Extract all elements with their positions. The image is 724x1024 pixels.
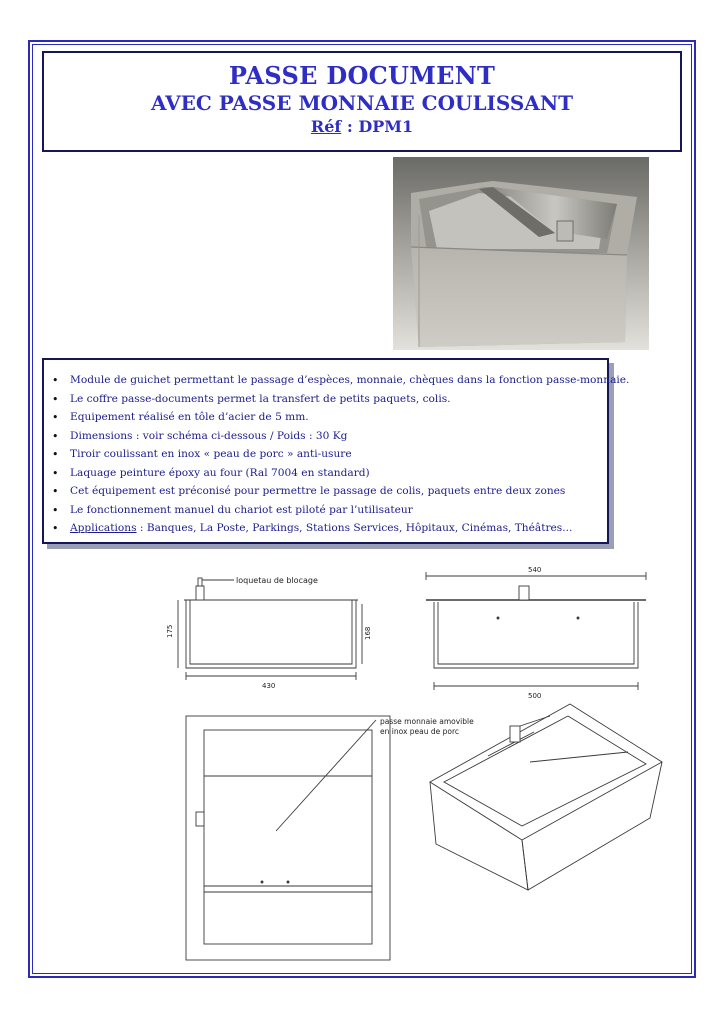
feature-text: Tiroir coulissant en inox « peau de porc » anti-usure <box>70 448 352 460</box>
lock-label: loquetau de blocage <box>236 576 318 585</box>
list-item <box>50 485 603 504</box>
bullet-icon: • <box>52 411 59 424</box>
bullet-icon: • <box>52 448 59 461</box>
title-box <box>42 51 682 152</box>
feature-text: Le fonctionnement manuel du chariot est piloté par l’utilisateur <box>70 503 413 516</box>
product-photo <box>393 157 649 350</box>
feature-text: Dimensions : voir schéma ci-dessous / Poids : 30 Kg <box>70 429 348 442</box>
applications-label: Applications <box>70 522 137 534</box>
reference-line <box>44 117 680 136</box>
features-list <box>50 374 630 541</box>
front-view <box>426 572 646 690</box>
tray-label-line1: passe monnaie amovible <box>380 717 474 726</box>
bullet-icon: • <box>52 503 59 517</box>
bullet-icon: • <box>52 522 59 535</box>
bullet-icon: • <box>52 374 59 387</box>
reference-label: Réf <box>310 117 342 136</box>
dimension-inner-height: 168 <box>364 626 372 640</box>
reference-value: : DPM1 <box>341 117 414 136</box>
dimension-bottom-width: 500 <box>528 692 542 700</box>
page-subtitle: AVEC PASSE MONNAIE COULISSANT <box>151 91 573 115</box>
isometric-view <box>430 704 662 890</box>
bullet-icon: • <box>52 429 59 443</box>
list-item <box>50 411 603 430</box>
dimension-height: 175 <box>166 624 174 638</box>
feature-text: Laquage peinture époxy au four (Ral 7004 en standard) <box>70 466 370 479</box>
dimension-depth: 430 <box>262 682 276 690</box>
list-item <box>50 504 603 523</box>
technical-drawing <box>158 556 683 970</box>
side-view <box>178 578 362 680</box>
list-item <box>50 522 603 541</box>
top-view <box>186 716 390 960</box>
page-title: PASSE DOCUMENT <box>228 61 496 90</box>
feature-text: Le coffre passe-documents permet la transfert de petits paquets, colis. <box>70 392 451 405</box>
tray-label-line2: en inox peau de porc <box>380 727 460 736</box>
list-item <box>50 374 630 393</box>
list-item <box>50 448 603 467</box>
features-box <box>42 358 630 544</box>
list-item <box>50 393 603 412</box>
feature-text: Cet équipement est préconisé pour permettre le passage de colis, paquets entre deux zones <box>70 485 566 497</box>
list-item <box>50 467 603 486</box>
applications-text: : Banques, La Poste, Parkings, Stations Services, Hôpitaux, Cinémas, Théâtres... <box>136 522 573 534</box>
list-item <box>50 430 603 449</box>
bullet-icon: • <box>52 485 59 498</box>
dimension-top-width: 540 <box>528 566 542 574</box>
feature-text: Module de guichet permettant le passage d’espèces, monnaie, chèques dans la fonction passe-monnaie. <box>70 374 630 386</box>
bullet-icon: • <box>52 392 59 406</box>
feature-text: Equipement réalisé en tôle d’acier de 5 mm. <box>70 411 309 423</box>
bullet-icon: • <box>52 466 59 480</box>
